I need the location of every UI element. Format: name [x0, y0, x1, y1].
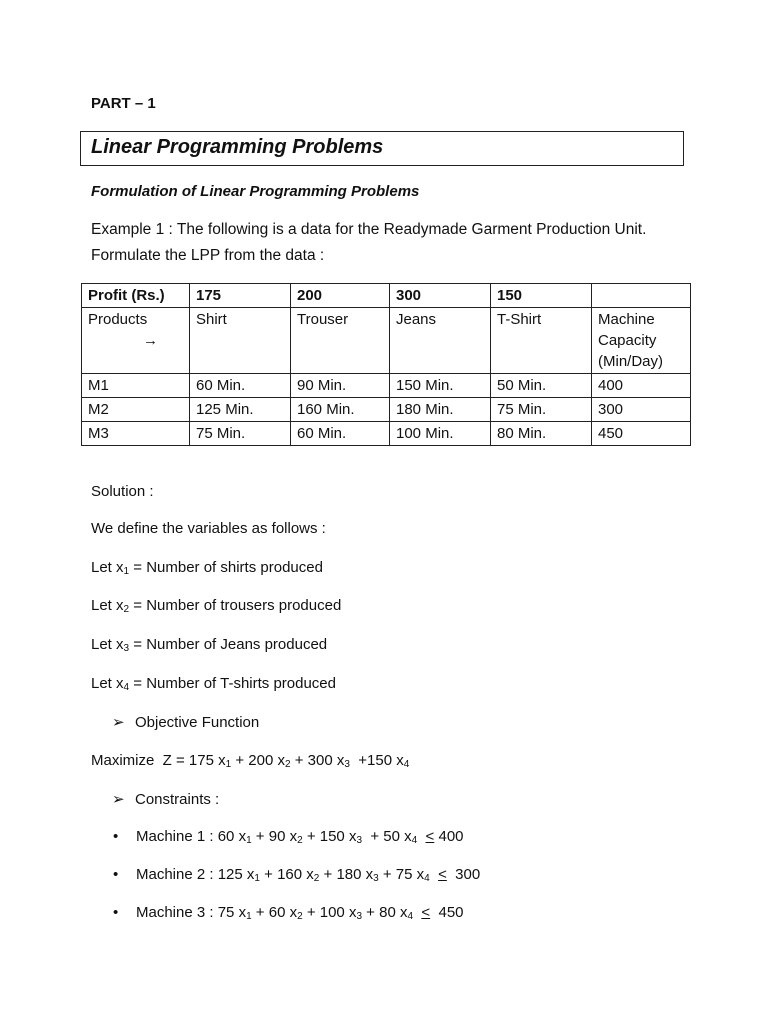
section-subtitle: Formulation of Linear Programming Problems — [91, 183, 420, 200]
equation-term: + 60 x — [251, 904, 298, 921]
less-equal-sign: < — [425, 828, 435, 845]
part-label: PART – 1 — [91, 95, 156, 112]
products-row — [82, 308, 691, 374]
constraints-label: Constraints : — [135, 791, 220, 808]
table-cell: Profit (Rs.) — [82, 284, 190, 308]
variable-rest: = Number of T-shirts produced — [129, 675, 336, 692]
table-cell: Trouser — [291, 308, 390, 374]
constraint-item — [113, 866, 480, 884]
table-cell — [82, 308, 190, 374]
table-cell: 200 — [291, 284, 390, 308]
production-table — [81, 283, 691, 446]
constraint-rhs: 300 — [455, 866, 481, 883]
variable-rest: = Number of trousers produced — [129, 597, 342, 614]
bullet-icon: • — [113, 828, 119, 845]
equation-term: + 80 x — [362, 904, 408, 921]
subscript: 3 — [344, 759, 350, 770]
table-cell: 75 Min. — [190, 422, 291, 446]
capacity-header-line: Capacity — [598, 332, 657, 349]
table-cell: M3 — [82, 422, 190, 446]
variable-rest: = Number of Jeans produced — [129, 636, 328, 653]
table-cell: 125 Min. — [190, 398, 291, 422]
variable-definition — [91, 636, 327, 654]
objective-label: Objective Function — [135, 714, 260, 731]
example-line-2: Formulate the LPP from the data : — [91, 247, 325, 264]
table-cell: 175 — [190, 284, 291, 308]
spacer — [417, 828, 425, 845]
example-line-1: Example 1 : The following is a data for the Readymade Garment Production Unit. — [91, 221, 647, 238]
subscript: 1 — [246, 835, 252, 846]
table-cell: 400 — [592, 374, 691, 398]
constraints-heading — [112, 790, 219, 808]
equation-term: + 160 x — [259, 866, 314, 883]
objective-heading — [112, 713, 259, 731]
variable-definition — [91, 597, 341, 615]
table-cell — [592, 284, 691, 308]
title-box — [80, 131, 684, 166]
bullet-icon: • — [113, 866, 119, 883]
subscript: 4 — [403, 759, 410, 770]
variable-definition — [91, 675, 336, 693]
equation-term: + 90 x — [251, 828, 298, 845]
constraint-label: Machine 3 : — [136, 904, 214, 921]
define-text: We define the variables as follows : — [91, 520, 326, 537]
table-cell: 180 Min. — [390, 398, 491, 422]
table-cell: 300 — [390, 284, 491, 308]
capacity-header-line: Machine — [598, 311, 655, 328]
table-cell: 60 Min. — [291, 422, 390, 446]
bullet-icon: • — [113, 904, 119, 921]
variable-lead: Let x — [91, 636, 124, 653]
equation-term: 125 x — [213, 866, 255, 883]
arrow-bullet-icon: ➢ — [112, 791, 125, 808]
table-cell: T-Shirt — [491, 308, 592, 374]
table-cell: 160 Min. — [291, 398, 390, 422]
equation-term: 60 x — [213, 828, 247, 845]
subscript: 1 — [246, 911, 252, 922]
products-label: Products — [88, 311, 148, 328]
spacer — [447, 866, 455, 883]
equation-term: Maximize Z = 175 x — [91, 752, 226, 769]
equation-term: + 200 x — [231, 752, 285, 769]
subscript: 3 — [123, 643, 130, 654]
table-cell: 75 Min. — [491, 398, 592, 422]
subscript: 2 — [123, 604, 130, 615]
table-cell — [592, 308, 691, 374]
equation-term: + 75 x — [378, 866, 425, 883]
table-cell: 50 Min. — [491, 374, 592, 398]
spacer — [430, 866, 438, 883]
profit-row — [82, 284, 691, 308]
equation-term: 75 x — [213, 904, 247, 921]
table-cell: 150 Min. — [390, 374, 491, 398]
subscript: 1 — [254, 873, 260, 884]
table-row — [82, 422, 691, 446]
right-arrow-icon: → — [143, 332, 158, 349]
subscript: 4 — [407, 911, 414, 922]
subscript: 2 — [313, 873, 320, 884]
constraint-item — [113, 904, 464, 922]
subscript: 4 — [411, 835, 418, 846]
table-cell: 60 Min. — [190, 374, 291, 398]
equation-term: + 100 x — [302, 904, 357, 921]
table-cell: 90 Min. — [291, 374, 390, 398]
variable-lead: Let x — [91, 559, 124, 576]
constraint-rhs: 450 — [438, 904, 464, 921]
subscript: 2 — [297, 835, 303, 846]
table-cell: M1 — [82, 374, 190, 398]
table-cell: 300 — [592, 398, 691, 422]
variable-rest: = Number of shirts produced — [129, 559, 323, 576]
variable-lead: Let x — [91, 675, 124, 692]
subscript: 2 — [285, 759, 291, 770]
variable-lead: Let x — [91, 597, 124, 614]
constraint-label: Machine 1 : — [136, 828, 214, 845]
table-row — [82, 398, 691, 422]
table-cell: 150 — [491, 284, 592, 308]
capacity-header-line: (Min/Day) — [598, 353, 664, 370]
table-cell: 80 Min. — [491, 422, 592, 446]
subscript: 1 — [123, 566, 130, 577]
constraint-item — [113, 828, 464, 846]
table-cell: 100 Min. — [390, 422, 491, 446]
subscript: 4 — [123, 682, 130, 693]
equation-term: + 300 x — [290, 752, 345, 769]
less-equal-sign: < — [438, 866, 447, 883]
page-title: Linear Programming Problems — [91, 136, 384, 158]
table-cell: Shirt — [190, 308, 291, 374]
table-row — [82, 374, 691, 398]
objective-equation — [91, 752, 409, 770]
equation-term: + 150 x — [302, 828, 357, 845]
table-cell: M2 — [82, 398, 190, 422]
arrow-bullet-icon: ➢ — [112, 714, 125, 731]
equation-term: +150 x — [349, 752, 404, 769]
less-equal-sign: < — [421, 904, 431, 921]
subscript: 3 — [356, 835, 363, 846]
variable-definition — [91, 559, 323, 577]
subscript: 3 — [373, 873, 379, 884]
equation-term: + 50 x — [362, 828, 412, 845]
solution-label: Solution : — [91, 483, 154, 500]
constraint-label: Machine 2 : — [136, 866, 214, 883]
constraint-rhs: 400 — [438, 828, 464, 845]
subscript: 2 — [297, 911, 303, 922]
table-cell: Jeans — [390, 308, 491, 374]
subscript: 4 — [424, 873, 430, 884]
table-cell: 450 — [592, 422, 691, 446]
subscript: 1 — [225, 759, 232, 770]
equation-term: + 180 x — [319, 866, 374, 883]
subscript: 3 — [356, 911, 363, 922]
